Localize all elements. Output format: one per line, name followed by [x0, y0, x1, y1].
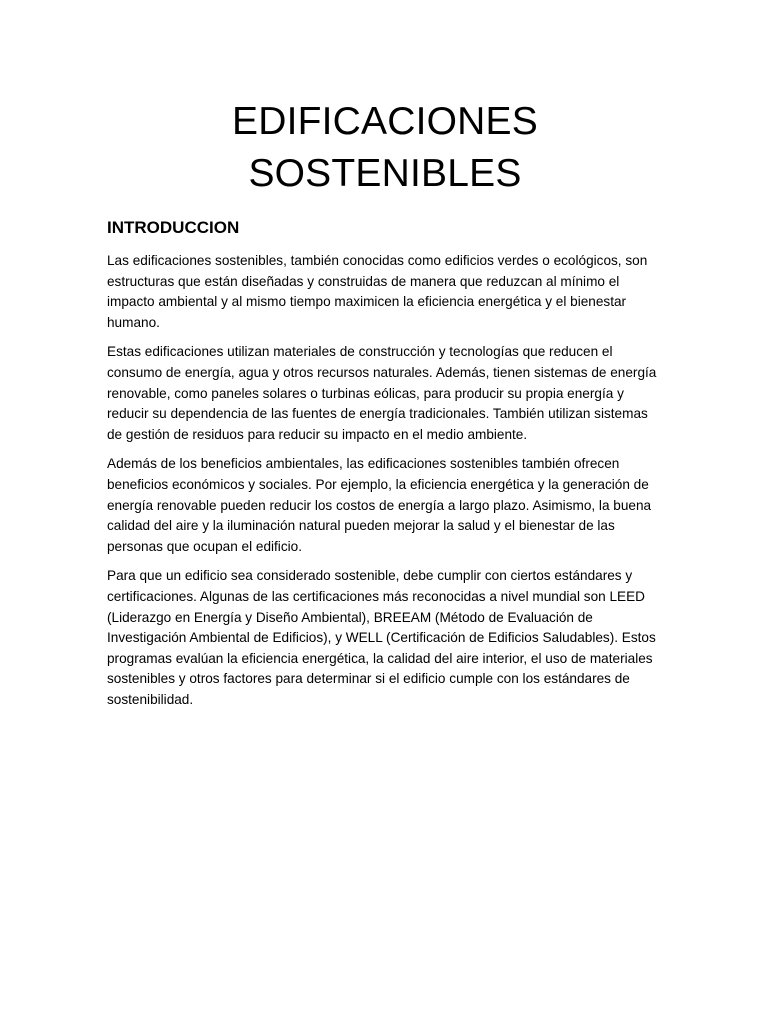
paragraph-3: Además de los beneficios ambientales, las edificaciones sostenibles también ofrecen beneficios económicos y sociales. Por ejemplo, la eficiencia energética y la generación de energía renovable pueden reducir los costos de energía a largo plazo. Asimismo, la buena calidad del aire y la iluminación natural pueden mejorar la salud y el bienestar de las personas que ocupan el edificio. — [107, 456, 652, 554]
section-heading-introduccion: INTRODUCCION — [107, 218, 240, 237]
document-page — [107, 96, 663, 710]
paragraph-4: Para que un edificio sea considerado sostenible, debe cumplir con ciertos estándares y certificaciones. Algunas de las certificaciones más reconocidas a nivel mundial son LEED (Liderazgo en Energía y Diseño Ambiental), BREEAM (Método de Evaluación de Investigación Ambiental de Edificios), y WELL (Certificación de Edificios Saludables). Estos programas evalúan la eficiencia energética, la calidad del aire interior, el uso de materiales sostenibles y otros factores para determinar si el edificio cumple con los estándares de sostenibilidad. — [107, 568, 656, 707]
paragraph-2: Estas edificaciones utilizan materiales de construcción y tecnologías que reducen el consumo de energía, agua y otros recursos naturales. Además, tienen sistemas de energía renovable, como paneles solares o turbinas eólicas, para producir su propia energía y reducir su dependencia de las fuentes de energía tradicionales. También utilizan sistemas de gestión de residuos para reducir su impacto en el medio ambiente. — [107, 344, 657, 442]
document-title: EDIFICACIONES SOSTENIBLES — [232, 100, 538, 195]
paragraph-1: Las edificaciones sostenibles, también conocidas como edificios verdes o ecológicos, son estructuras que están diseñadas y construidas de manera que reduzcan al mínimo el impacto ambiental y al mismo tiempo maximicen la eficiencia energética y el bienestar humano. — [107, 253, 648, 330]
